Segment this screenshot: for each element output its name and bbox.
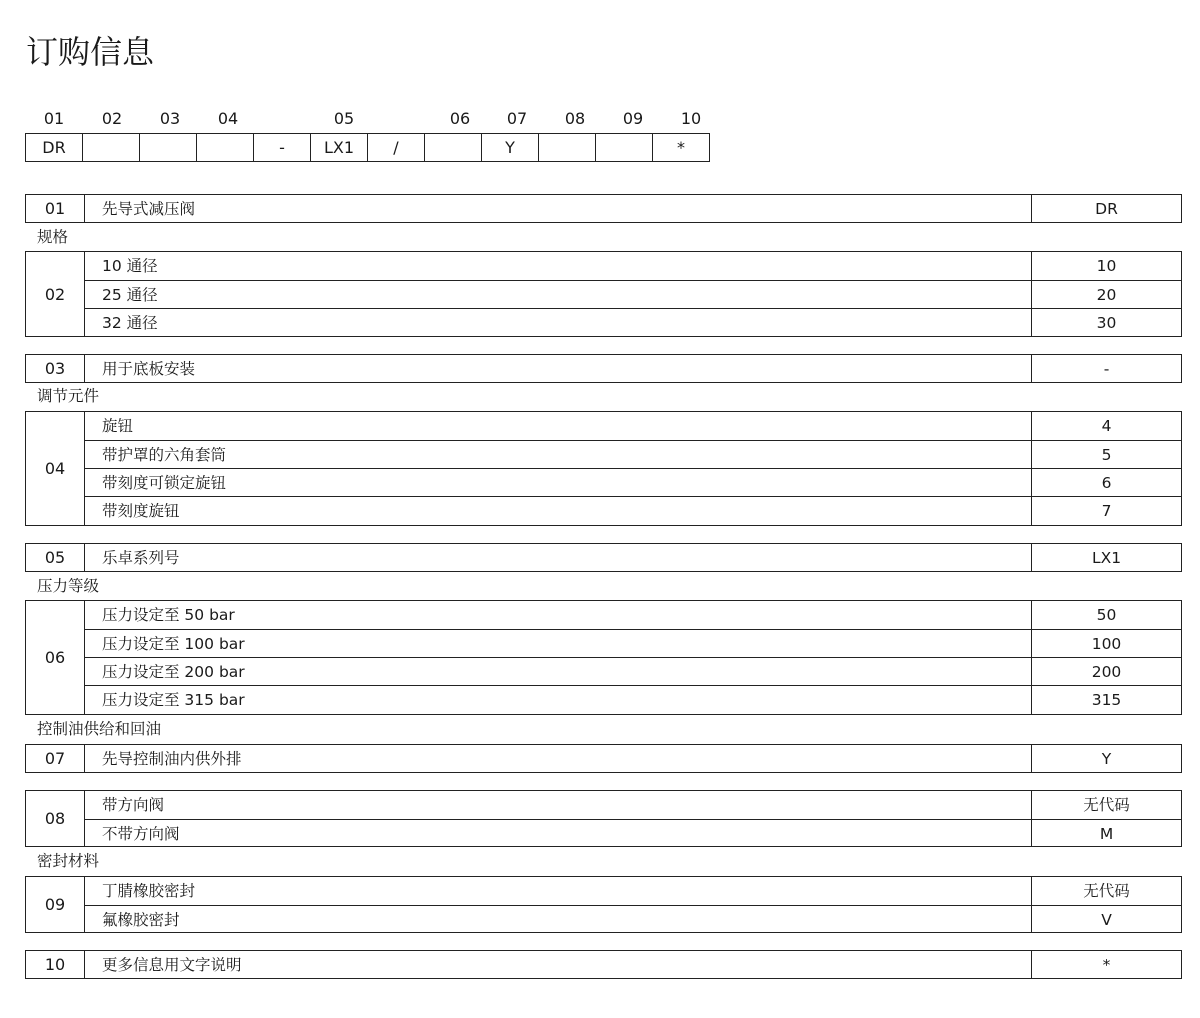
code-cell: - [253,133,311,162]
option-description: 更多信息用文字说明 [102,956,242,974]
code-cell: Y [481,133,539,162]
option-number: 04 [26,412,85,525]
section-heading: 调节元件 [37,387,100,405]
option-description: 丁腈橡胶密封 [102,882,196,900]
option-code: 5 [1101,446,1112,464]
code-cell [82,133,140,162]
option-number: 03 [26,355,85,382]
option-code: DR [1095,200,1118,218]
option-description: 用于底板安装 [102,360,196,378]
option-code: 无代码 [1083,882,1130,900]
option-description: 氟橡胶密封 [102,911,180,929]
option-row [84,905,1181,934]
option-description: 乐卓系列号 [102,549,180,567]
option-number: 01 [26,195,85,222]
option-code: 10 [1096,257,1117,275]
option-code: 30 [1096,314,1117,332]
option-number: 06 [26,601,85,714]
option-code: LX1 [1091,549,1122,567]
code-cell [595,133,653,162]
code-position-number: 08 [564,109,586,128]
option-row [84,791,1181,819]
option-block-09 [25,876,1182,933]
option-code: 7 [1101,502,1112,520]
option-description: 压力设定至 315 bar [102,691,245,709]
option-code: M [1099,825,1114,843]
option-code: 50 [1096,606,1117,624]
code-position-number: 03 [159,109,181,128]
section-heading: 规格 [37,228,69,246]
option-row [84,629,1181,658]
code-position-number: 01 [43,109,65,128]
option-description: 带护罩的六角套筒 [102,446,227,464]
option-block-10 [25,950,1182,979]
option-row [84,440,1181,469]
code-position-numbers [25,108,725,130]
code-position-number: 09 [622,109,644,128]
option-description: 压力设定至 200 bar [102,663,245,681]
code-position-number: 07 [506,109,528,128]
code-position-number: 06 [449,109,471,128]
option-row [84,195,1181,223]
option-code: - [1103,360,1110,378]
code-position-number: 10 [680,109,702,128]
option-row [84,252,1181,280]
option-row [84,877,1181,905]
option-description: 32 通径 [102,314,158,332]
option-code: 6 [1101,474,1112,492]
option-code: * [1102,956,1111,974]
option-block-02 [25,251,1182,337]
option-code: V [1101,911,1112,929]
code-cell [139,133,197,162]
option-code: 无代码 [1083,796,1130,814]
code-position-number: 02 [101,109,123,128]
option-block-01 [25,194,1182,223]
option-description: 带刻度旋钮 [102,502,180,520]
option-number: 02 [26,252,85,336]
code-position-number: 05 [333,109,355,128]
code-cell [424,133,482,162]
code-cell: * [652,133,710,162]
section-heading: 压力等级 [37,577,100,595]
option-number: 10 [26,951,85,978]
option-description: 先导控制油内供外排 [102,750,242,768]
option-code: 100 [1091,635,1122,653]
code-cell: / [367,133,425,162]
option-code: Y [1101,750,1112,768]
code-cell [196,133,254,162]
option-code: 20 [1096,286,1117,304]
option-description: 带方向阀 [102,796,165,814]
option-row [84,819,1181,848]
option-code: 4 [1101,417,1112,435]
option-block-06 [25,600,1182,715]
section-heading: 控制油供给和回油 [37,720,162,738]
option-description: 10 通径 [102,257,158,275]
code-cell: LX1 [310,133,368,162]
code-cell: DR [25,133,83,162]
option-description: 压力设定至 100 bar [102,635,245,653]
option-description: 旋钮 [102,417,134,435]
option-row [84,355,1181,383]
option-row [84,468,1181,497]
option-code: 200 [1091,663,1122,681]
option-row [84,745,1181,773]
option-block-05 [25,543,1182,572]
option-code: 315 [1091,691,1122,709]
option-row [84,951,1181,979]
option-description: 25 通径 [102,286,158,304]
option-description: 带刻度可锁定旋钮 [102,474,227,492]
option-description: 不带方向阀 [102,825,180,843]
option-number: 05 [26,544,85,571]
option-row [84,601,1181,629]
option-block-08 [25,790,1182,847]
option-row [84,544,1181,572]
section-heading: 密封材料 [37,852,100,870]
option-number: 08 [26,791,85,846]
option-row [84,657,1181,686]
page-title: 订购信息 [26,33,155,71]
option-block-03 [25,354,1182,383]
option-row [84,280,1181,309]
code-position-number: 04 [217,109,239,128]
option-row [84,496,1181,525]
option-row [84,412,1181,440]
option-block-04 [25,411,1182,526]
ordering-code-row [25,133,710,162]
code-cell [538,133,596,162]
option-number: 07 [26,745,85,772]
option-block-07 [25,744,1182,773]
option-row [84,685,1181,714]
option-number: 09 [26,877,85,932]
option-description: 先导式减压阀 [102,200,196,218]
option-row [84,308,1181,337]
option-description: 压力设定至 50 bar [102,606,235,624]
